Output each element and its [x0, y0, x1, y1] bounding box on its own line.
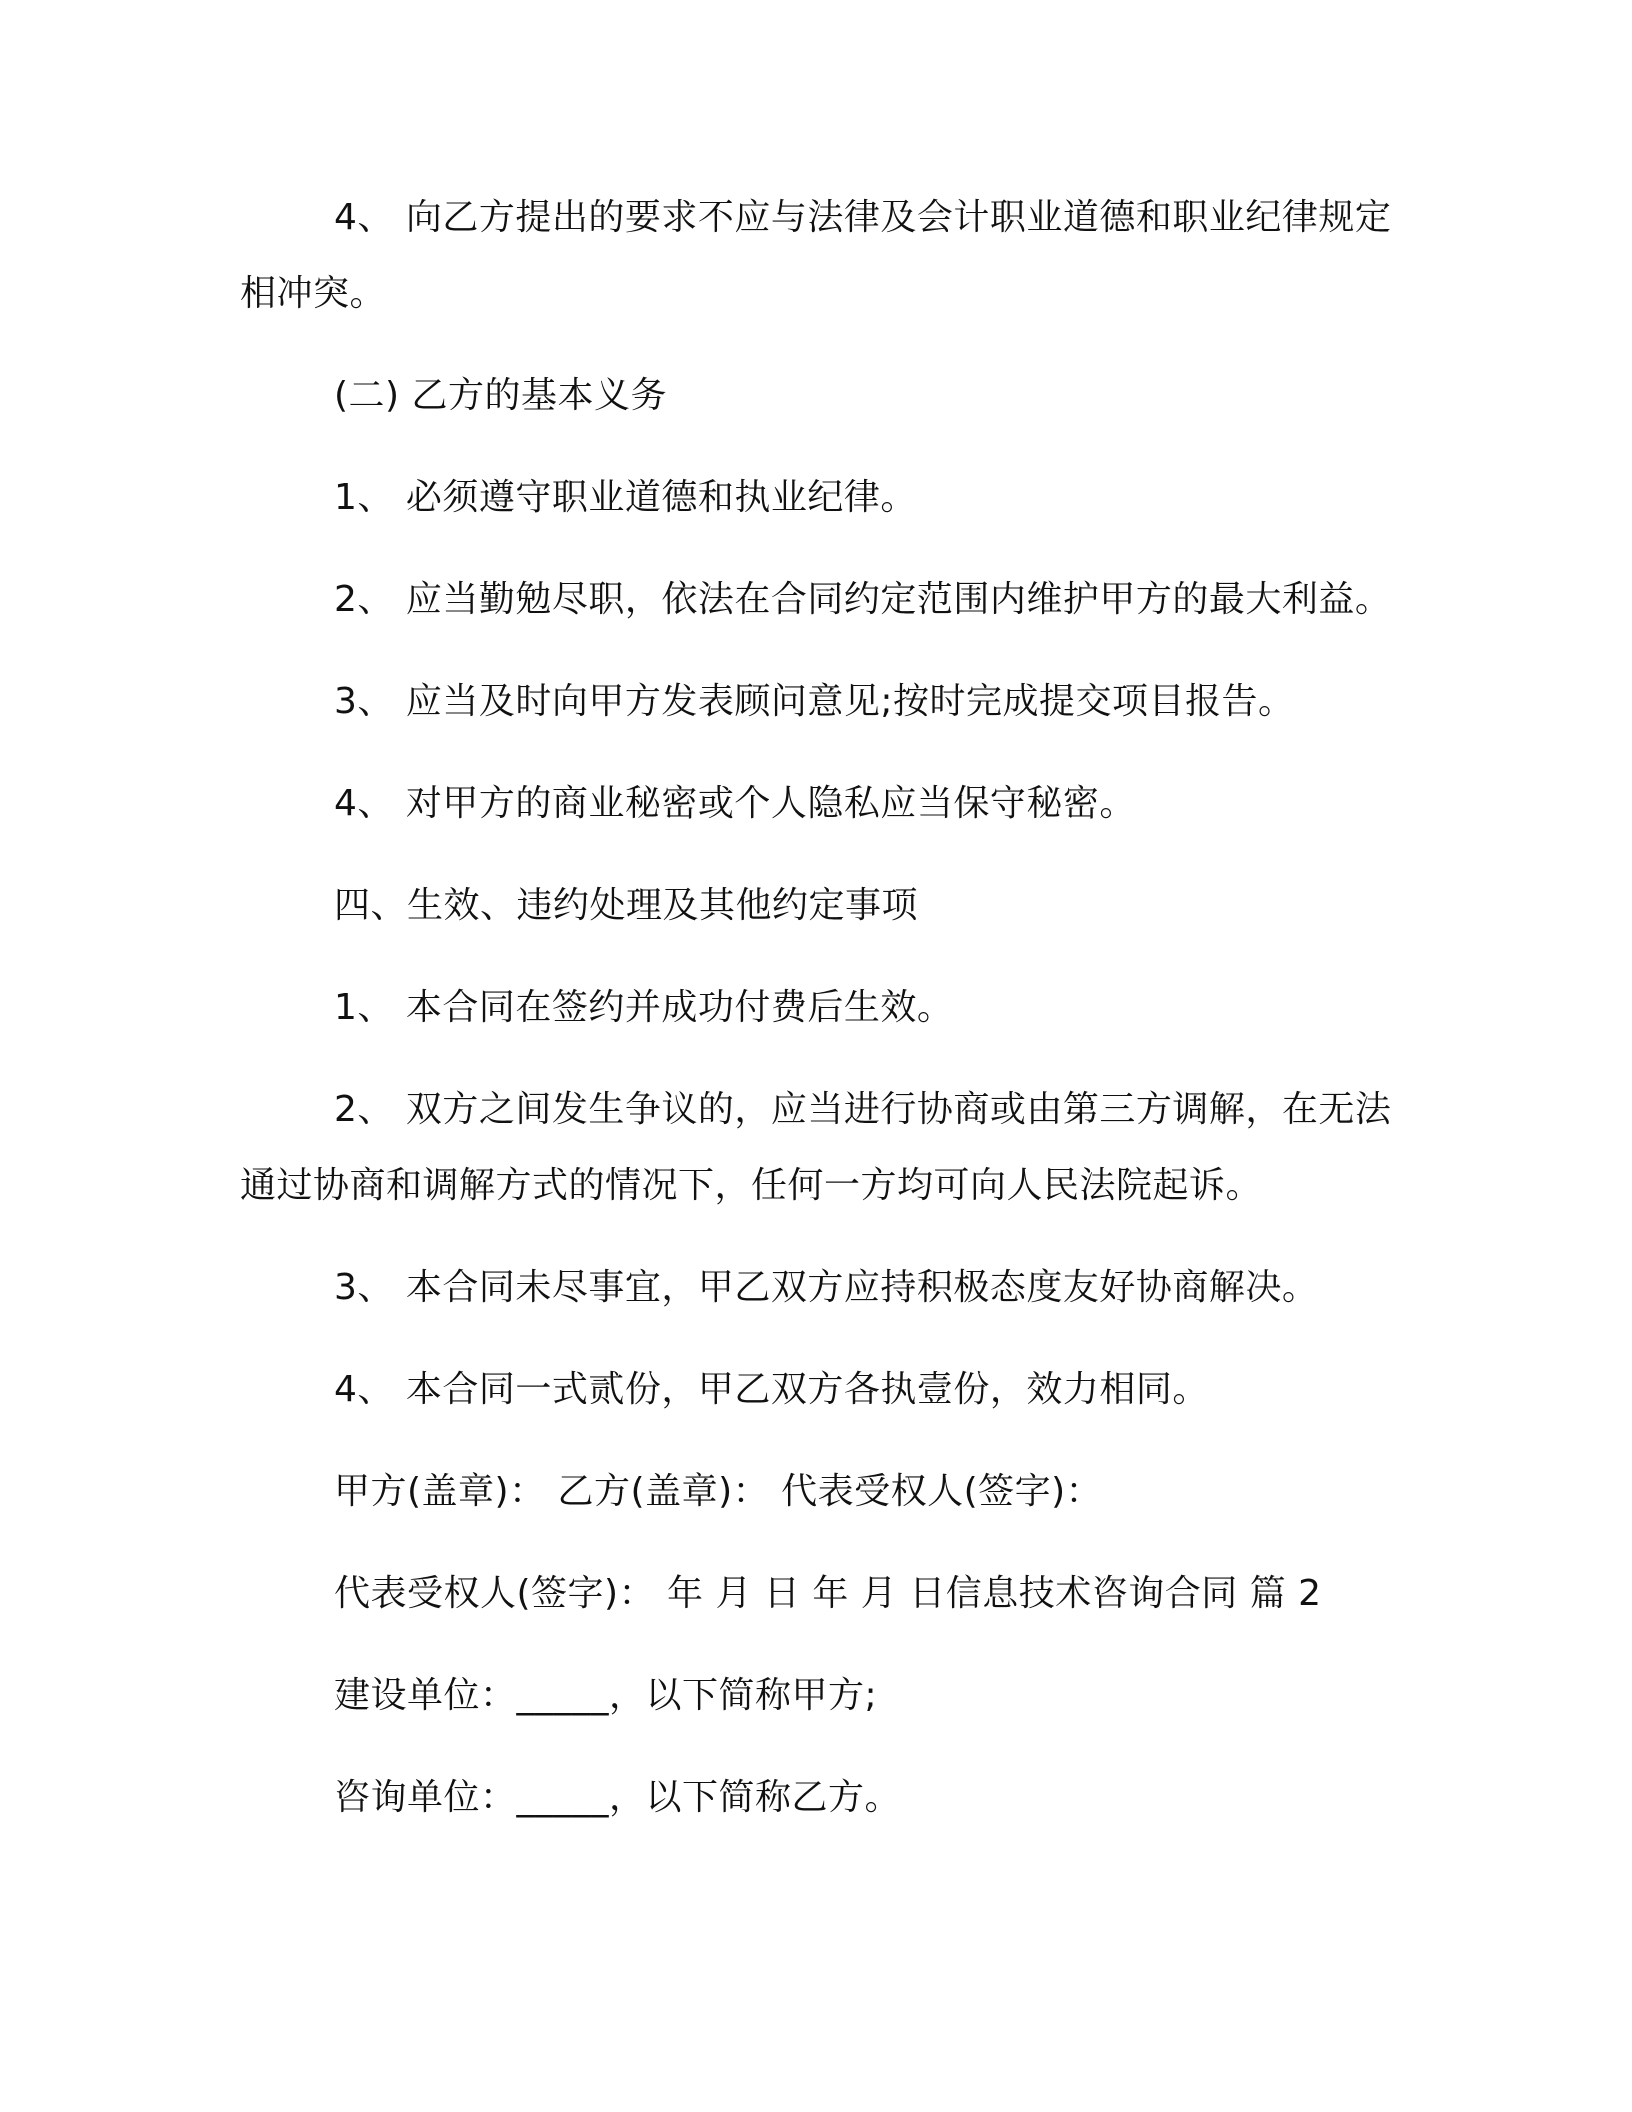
paragraph-clause-4: 4、 本合同一式贰份，甲乙双方各执壹份，效力相同。: [334, 1369, 1209, 1410]
paragraph-party-a-requirement: 4、 向乙方提出的要求不应与法律及会计职业道德和职业纪律规定相冲突。: [240, 197, 1392, 314]
paragraph-obligation-2: 2、 应当勤勉尽职，依法在合同约定范围内维护甲方的最大利益。: [334, 579, 1392, 620]
paragraph-consulting-unit: 咨询单位：_____，以下简称乙方。: [334, 1777, 902, 1818]
section-heading-party-b-obligations: (二) 乙方的基本义务: [334, 375, 668, 416]
signature-line-date-and-title: 代表受权人(签字)： 年 月 日 年 月 日信息技术咨询合同 篇 2: [334, 1573, 1322, 1614]
paragraph-obligation-3: 3、 应当及时向甲方发表顾问意见;按时完成提交项目报告。: [334, 681, 1295, 722]
section-heading-effectiveness: 四、生效、违约处理及其他约定事项: [334, 885, 919, 926]
paragraph-clause-1: 1、 本合同在签约并成功付费后生效。: [334, 987, 954, 1028]
paragraph-obligation-4: 4、 对甲方的商业秘密或个人隐私应当保守秘密。: [334, 783, 1136, 824]
paragraph-clause-2: 2、 双方之间发生争议的，应当进行协商或由第三方调解，在无法通过协商和调解方式的情况下，任何一方均可向人民法院起诉。: [240, 1089, 1392, 1206]
paragraph-clause-3: 3、 本合同未尽事宜，甲乙双方应持积极态度友好协商解决。: [334, 1267, 1319, 1308]
signature-line-parties: 甲方(盖章)： 乙方(盖章)： 代表受权人(签字)：: [334, 1471, 1103, 1512]
paragraph-obligation-1: 1、 必须遵守职业道德和执业纪律。: [334, 477, 917, 518]
paragraph-construction-unit: 建设单位：_____，以下简称甲方;: [334, 1675, 878, 1716]
